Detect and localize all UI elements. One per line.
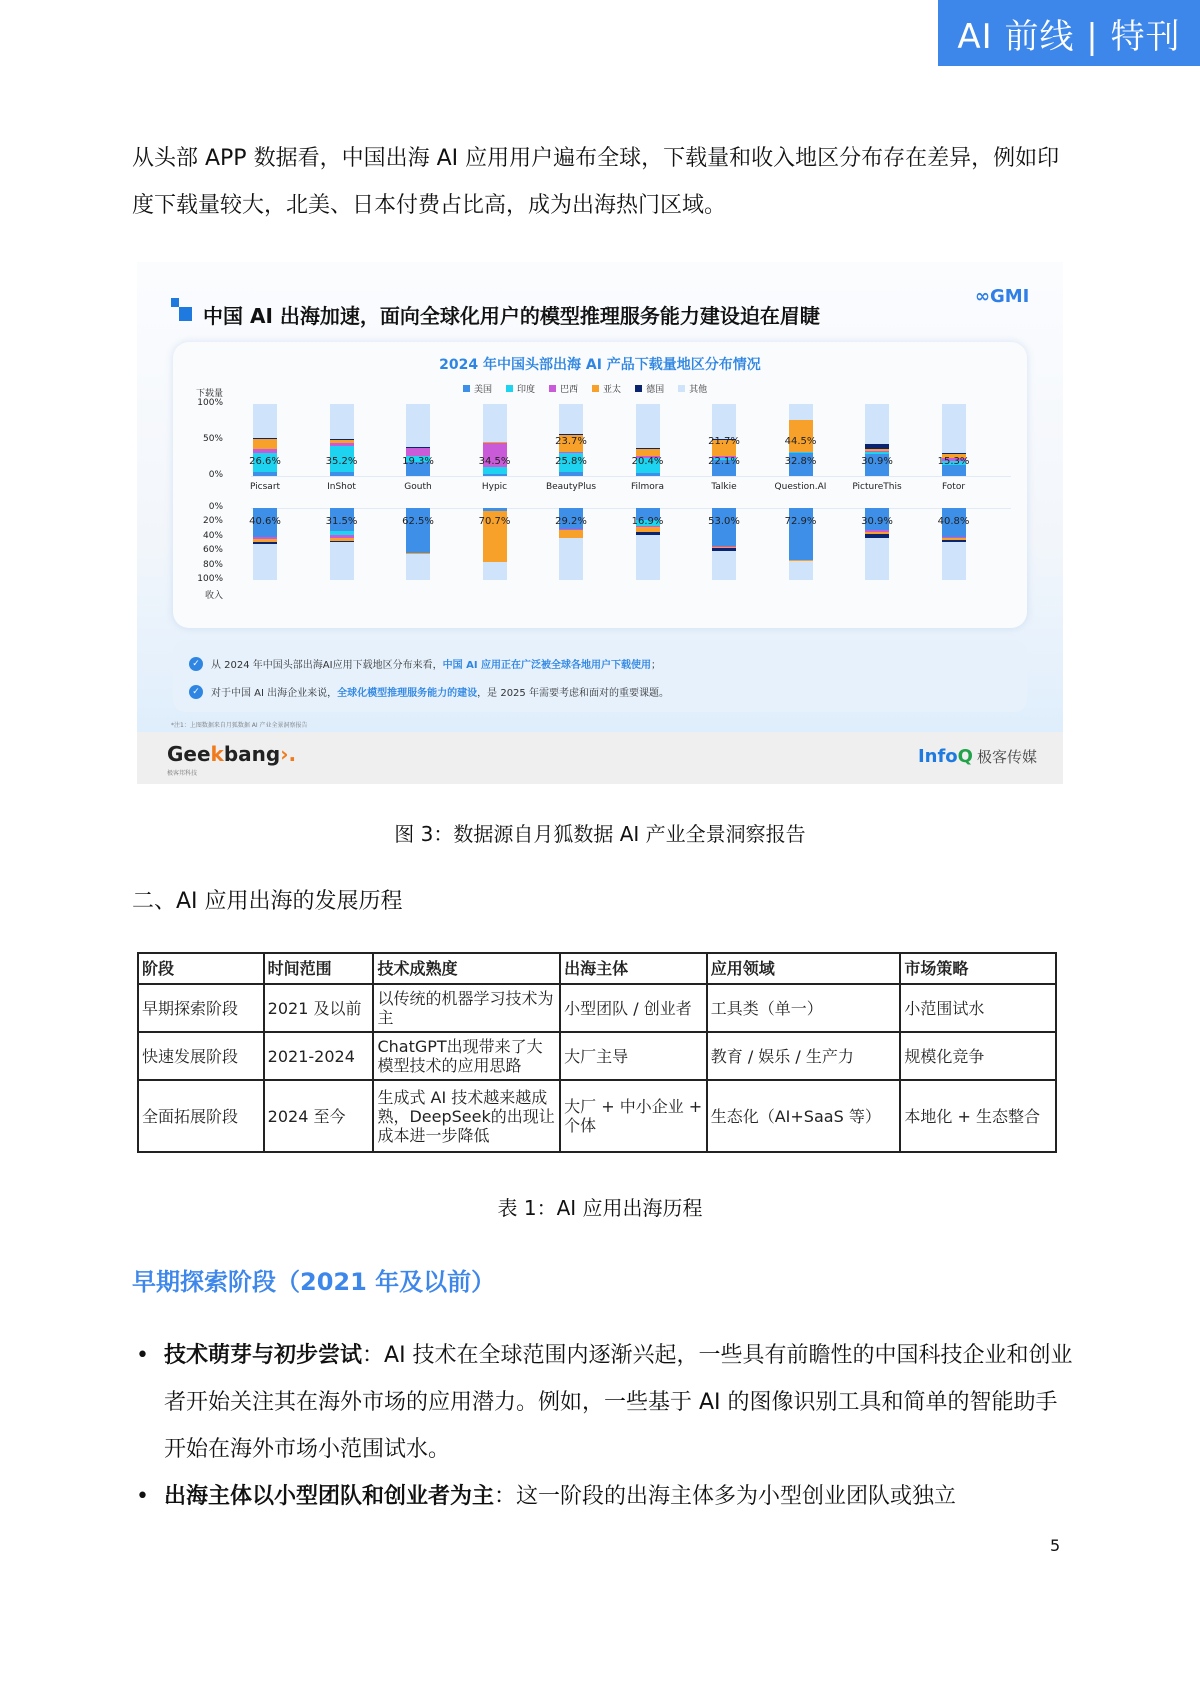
bar-segment (330, 443, 354, 446)
table-row (138, 984, 1056, 1032)
table-header: 技术成熟度 (373, 953, 560, 984)
category-label: Hypic (481, 482, 508, 492)
bar-segment (483, 562, 507, 580)
bar-segment (559, 538, 583, 580)
table-cell: 生成式 AI 技术越来越成熟，DeepSeek的出现让成本进一步降低 (373, 1080, 560, 1152)
y-axis-title: 收入 (204, 591, 223, 601)
bar-value-label: 22.1% (708, 456, 740, 467)
bar-segment (942, 453, 966, 454)
bar-value-label: 19.3% (402, 456, 434, 467)
bar-segment (406, 447, 430, 448)
bar-segment (330, 440, 354, 444)
bar-segment (942, 404, 966, 453)
bar-segment (253, 449, 277, 453)
bar-segment (253, 439, 277, 449)
table-cell: 快速发展阶段 (138, 1032, 264, 1080)
table-cell: 工具类（单一） (707, 984, 901, 1032)
legend-item: 美国 (463, 382, 492, 395)
notes-box (173, 640, 1027, 712)
bar-segment (789, 561, 813, 580)
bar-segment (330, 472, 354, 476)
y-tick: 0% (208, 470, 223, 480)
bar-segment (636, 473, 660, 476)
legend-item: 巴西 (549, 382, 578, 395)
legend-item: 印度 (506, 382, 535, 395)
geekbang-sub: 极客邦科技 (167, 770, 198, 777)
table-cell: 以传统的机器学习技术为主 (373, 984, 560, 1032)
bar-value-label: 31.5% (325, 516, 358, 527)
bar-value-label: 70.7% (478, 516, 511, 527)
figure-3 (137, 262, 1063, 784)
bar-segment (406, 448, 430, 456)
table-row (138, 1032, 1056, 1080)
bar-segment (253, 544, 277, 580)
category-label: Fotor (941, 482, 966, 492)
category-label: Talkie (711, 482, 737, 492)
section-heading: 二、AI 应用出海的发展历程 (132, 889, 403, 914)
bar-segment (406, 554, 430, 580)
bar-segment (636, 404, 660, 448)
geekbang-logo: Geekbang›. (167, 742, 297, 766)
bar-segment (253, 438, 277, 439)
table-header-row (138, 953, 1056, 984)
y-tick: 40% (202, 530, 223, 541)
bullet-item: • 技术萌芽与初步尝试：AI 技术在全球范围内逐渐兴起，一些具有前瞻性的中国科技企业和创业者开始关注其在海外市场的应用潜力。例如，一些基于 AI 的图像识别工具和简单的智能助手开始在海外市场小范围试水。 (136, 1332, 1076, 1473)
bar-segment (712, 508, 736, 546)
bar-segment (559, 434, 583, 435)
check-circle-icon: ✓ (189, 685, 203, 699)
category-label: PictureThis (852, 482, 902, 492)
bar-value-label: 25.8% (555, 456, 587, 467)
bar-segment (253, 472, 277, 476)
legend-item: 亚太 (592, 382, 621, 395)
bar-value-label: 35.2% (325, 456, 358, 467)
y-tick: 0% (208, 502, 223, 512)
bar-value-label: 53.0% (708, 516, 740, 527)
table-caption: 表 1：AI 应用出海历程 (497, 1196, 703, 1220)
table-cell: 规模化竞争 (900, 1032, 1056, 1080)
bar-value-label: 40.8% (937, 516, 970, 527)
bar-segment (789, 404, 813, 420)
bar-segment (483, 474, 507, 476)
category-label: InShot (327, 482, 356, 492)
bar-segment (406, 508, 430, 553)
subsection-heading: 早期探索阶段（2021 年及以前） (132, 1268, 496, 1296)
gmi-logo: ∞GMI (975, 286, 1030, 307)
legend-item: 德国 (635, 382, 664, 395)
bar-segment (559, 472, 583, 476)
bar-value-label: 16.9% (631, 516, 664, 527)
bar-segment (865, 538, 889, 580)
bar-value-label: 20.4% (631, 456, 664, 467)
bar-segment (712, 551, 736, 580)
table-cell: 2024 至今 (264, 1080, 374, 1152)
bar-segment (865, 404, 889, 444)
bar-value-label: 30.9% (861, 516, 893, 527)
bar-value-label: 72.9% (784, 516, 817, 527)
category-label: Filmora (630, 482, 664, 492)
bar-segment (330, 404, 354, 439)
bar-value-label: 34.5% (478, 456, 511, 467)
bar-segment (865, 451, 889, 452)
bar-segment (865, 449, 889, 450)
legend-swatch (549, 385, 556, 392)
bar-segment (865, 452, 889, 453)
figure-footnote: *注1：上图数据来自月狐数据 AI 产业全景洞察报告 (171, 722, 308, 729)
bar-value-label: 44.5% (784, 436, 817, 447)
bar-segment (942, 542, 966, 580)
bar-segment (406, 404, 430, 447)
bar-segment (253, 404, 277, 438)
figure-title: 中国 AI 出海加速，面向全球化用户的模型推理服务能力建设迫在眉睫 (203, 304, 820, 328)
table-header: 市场策略 (900, 953, 1056, 984)
table-header: 阶段 (138, 953, 264, 984)
table-header: 时间范围 (264, 953, 374, 984)
legend-swatch (678, 385, 685, 392)
bar-segment (559, 452, 583, 453)
legend-swatch (592, 385, 599, 392)
table-cell: 全面拓展阶段 (138, 1080, 264, 1152)
table-cell: 教育 / 娱乐 / 生产力 (707, 1032, 901, 1080)
table-cell: 生态化（AI+SaaS 等） (707, 1080, 901, 1152)
intro-paragraph: 从头部 APP 数据看，中国出海 AI 应用用户遍布全球，下载量和收入地区分布存在差异，例如印度下载量较大，北美、日本付费占比高，成为出海热门区域。 (132, 146, 1060, 218)
table-cell: 早期探索阶段 (138, 984, 264, 1032)
bullet-item: • 出海主体以小型团队和创业者为主：这一阶段的出海主体多为小型创业团队或独立 (136, 1473, 1076, 1520)
y-axis-title: 下载量 (195, 389, 223, 399)
category-label: Gouth (404, 482, 432, 492)
figure-footer (137, 732, 1063, 784)
title-mark-icon (171, 298, 193, 320)
table-cell: 小范围试水 (900, 984, 1056, 1032)
y-tick: 80% (202, 559, 223, 570)
bar-segment (636, 448, 660, 449)
bar-value-label: 62.5% (402, 516, 434, 527)
y-tick: 60% (202, 545, 223, 556)
bar-segment (483, 467, 507, 473)
check-circle-icon: ✓ (189, 657, 203, 671)
bullet-dot-icon: • (136, 1484, 149, 1509)
y-tick: 50% (202, 434, 223, 444)
legend-item: 其他 (678, 382, 707, 395)
header-badge: AI 前线 | 特刊 (938, 0, 1200, 66)
chart-card (173, 342, 1027, 628)
bar-segment (636, 535, 660, 580)
bar-value-label: 26.6% (249, 456, 281, 467)
y-tick: 100% (197, 574, 223, 584)
table-cell: 2021 及以前 (264, 984, 374, 1032)
chart-legend (463, 382, 707, 395)
bar-value-label: 29.2% (555, 516, 587, 527)
category-label: Picsart (249, 482, 281, 492)
bar-segment (483, 404, 507, 442)
bar-segment (330, 439, 354, 440)
bar-segment (865, 444, 889, 450)
bar-value-label: 30.9% (861, 456, 893, 467)
bar-segment (330, 542, 354, 580)
table-cell: 大厂 + 中小企业 + 个体 (560, 1080, 707, 1152)
category-label: Question.AI (774, 482, 827, 492)
bar-segment (559, 404, 583, 434)
legend-swatch (506, 385, 513, 392)
bar-segment (789, 452, 813, 453)
bar-value-label: 15.3% (937, 456, 970, 467)
table-cell: 2021-2024 (264, 1032, 374, 1080)
bar-segment (483, 442, 507, 443)
chart-title: 2024 年中国头部出海 AI 产品下载量地区分布情况 (439, 357, 761, 373)
bar-value-label: 40.6% (249, 516, 281, 527)
table-cell: 本地化 + 生态整合 (900, 1080, 1056, 1152)
figure-caption: 图 3：数据源自月狐数据 AI 产业全景洞察报告 (394, 822, 806, 846)
note-2: ✓ 对于中国 AI 出海企业来说，全球化模型推理服务能力的建设，是 2025 年需要考虑和面对的重要课题。 (189, 684, 669, 699)
bar-segment (712, 404, 736, 439)
table-cell: 大厂主导 (560, 1032, 707, 1080)
bar-value-label: 32.8% (784, 456, 817, 467)
table-header: 应用领域 (707, 953, 901, 984)
bar-value-label: 23.7% (555, 436, 587, 447)
bar-segment (559, 530, 583, 539)
legend-swatch (635, 385, 642, 392)
table-cell: 小型团队 / 创业者 (560, 984, 707, 1032)
bar-value-label: 21.7% (708, 436, 740, 447)
y-tick: 100% (197, 398, 223, 408)
category-label: BeautyPlus (545, 482, 597, 492)
y-tick: 20% (202, 516, 223, 527)
bullet-dot-icon: • (136, 1343, 149, 1368)
page-number: 5 (1050, 1536, 1061, 1555)
infoq-logo: InfoQ 极客传媒 (917, 746, 1037, 767)
note-1: ✓ 从 2024 年中国头部出海AI应用下载地区分布来看，中国 AI 应用正在广泛被全球各地用户下载使用； (189, 656, 661, 671)
legend-swatch (463, 385, 470, 392)
table-header: 出海主体 (560, 953, 707, 984)
table-cell: ChatGPT出现带来了大模型技术的应用思路 (373, 1032, 560, 1080)
table-row (138, 1080, 1056, 1152)
stages-table (137, 952, 1057, 1153)
